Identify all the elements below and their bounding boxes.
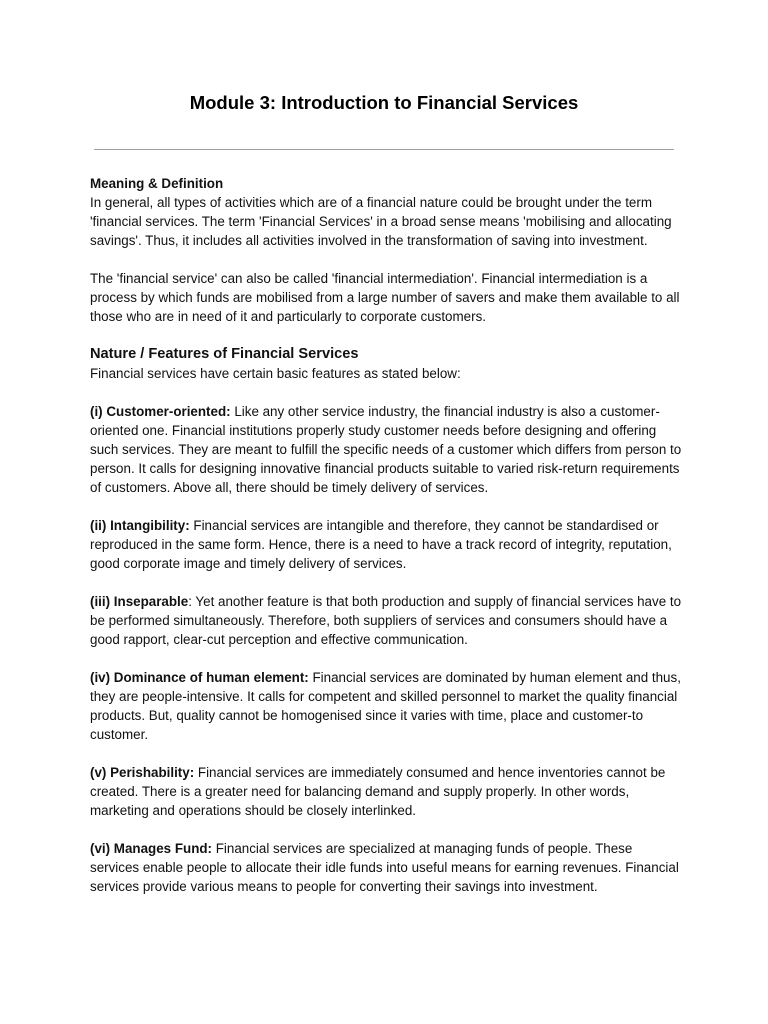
- feature-customer-oriented: [90, 402, 682, 497]
- document-title: Module 3: Introduction to Financial Services: [189, 92, 579, 113]
- nature-heading: Nature / Features of Financial Services: [90, 346, 359, 362]
- feature-lead: (vi) Manages Fund:: [90, 841, 213, 856]
- feature-lead: (ii) Intangibility:: [90, 518, 190, 533]
- feature-manages-fund: [90, 839, 682, 896]
- meaning-heading: Meaning & Definition: [90, 176, 224, 191]
- feature-perishability: [90, 763, 682, 820]
- feature-intangibility: [90, 516, 682, 573]
- nature-intro: Financial services have certain basic features as stated below:: [90, 366, 461, 381]
- meaning-paragraph-2: The 'financial service' can also be called 'financial intermediation'. Financial intermediation is a process by which funds are mobilised from a large number of savers and make them available to all those who are in need of it and particularly to corporate customers.: [90, 271, 680, 324]
- feature-lead: (iv) Dominance of human element:: [90, 670, 309, 685]
- title-divider: [94, 149, 674, 150]
- feature-text: Financial services are immediately consumed and hence inventories cannot be created. There is a greater need for balancing demand and supply properly. In other words, marketing and operations should be closely interlinked.: [90, 765, 666, 818]
- feature-text: Like any other service industry, the financial industry is also a customer-oriented one. Financial institutions properly study customer needs before designing and offering such services. They are meant to fulfill the specific needs of a customer which differs from person to person. It calls for designing innovative financial products suitable to varied risk-return requirements of customers. Above all, there should be timely delivery of services.: [90, 404, 682, 495]
- feature-text: Financial services are intangible and therefore, they cannot be standardised or reproduced in the same form. Hence, there is a need to have a track record of integrity, reputation, good corporate image and timely delivery of services.: [90, 518, 672, 571]
- meaning-paragraph-1: In general, all types of activities which are of a financial nature could be brought under the term 'financial services. The term 'Financial Services' in a broad sense means 'mobilising and allocating savings'. Thus, it includes all activities involved in the transformation of saving into investment.: [90, 195, 672, 248]
- feature-text: Financial services are specialized at managing funds of people. These services enable people to allocate their idle funds into useful means for earning revenues. Financial services provide various means to people for converting their savings into investment.: [90, 841, 679, 894]
- feature-lead: (i) Customer-oriented:: [90, 404, 231, 419]
- feature-text: Financial services are dominated by human element and thus, they are people-intensive. It calls for competent and skilled personnel to market the quality financial products. But, quality cannot be homogenised since it varies with time, place and customer-to customer.: [90, 670, 681, 742]
- feature-text: : Yet another feature is that both production and supply of financial services have to be performed simultaneously. Therefore, both suppliers of services and consumers should have a good rapport, clear-cut perception and effective communication.: [90, 594, 682, 647]
- feature-human-element: [90, 668, 682, 744]
- document-body: [90, 174, 682, 896]
- feature-inseparable: [90, 592, 682, 649]
- feature-lead: (iii) Inseparable: [90, 594, 189, 609]
- feature-lead: (v) Perishability:: [90, 765, 195, 780]
